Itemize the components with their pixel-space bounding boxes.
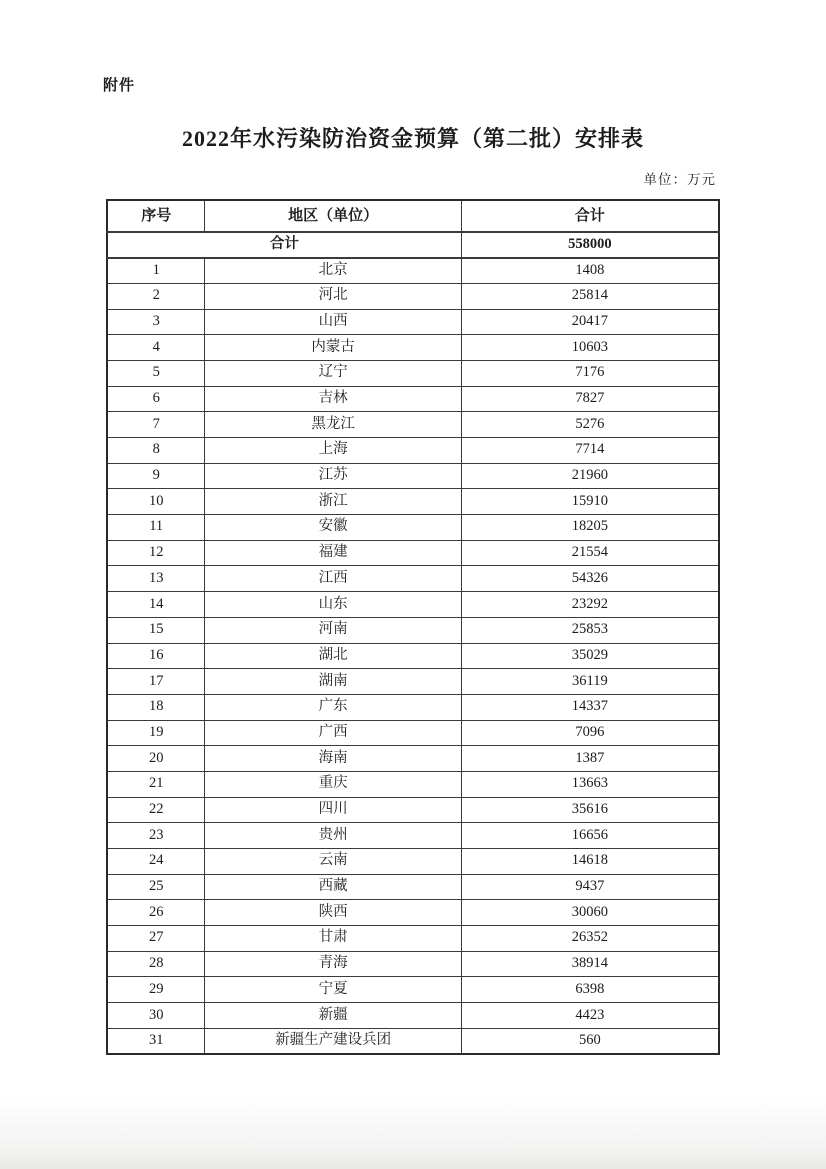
row-index-cell: 7	[107, 412, 205, 438]
table-row	[107, 797, 719, 823]
table-row	[107, 617, 719, 643]
region-cell: 安徽	[205, 515, 461, 541]
amount-cell: 7176	[461, 360, 719, 386]
region-cell: 河北	[205, 283, 461, 309]
row-index-cell: 6	[107, 386, 205, 412]
amount-cell: 30060	[461, 900, 719, 926]
table-row	[107, 1028, 719, 1054]
total-row-value: 558000	[461, 232, 719, 258]
row-index-cell: 31	[107, 1028, 205, 1054]
region-cell: 河南	[205, 617, 461, 643]
amount-cell: 18205	[461, 515, 719, 541]
row-index-cell: 4	[107, 335, 205, 361]
row-index-cell: 1	[107, 258, 205, 284]
table-body	[107, 232, 719, 1054]
row-index-cell: 20	[107, 746, 205, 772]
region-cell: 广东	[205, 694, 461, 720]
budget-table	[106, 199, 720, 1055]
amount-cell: 7096	[461, 720, 719, 746]
table-row	[107, 309, 719, 335]
unit-note: 单位：万元	[643, 172, 716, 187]
region-cell: 贵州	[205, 823, 461, 849]
column-header-region: 地区（单位）	[205, 200, 461, 232]
row-index-cell: 16	[107, 643, 205, 669]
table-row	[107, 566, 719, 592]
table-row	[107, 515, 719, 541]
region-cell: 辽宁	[205, 360, 461, 386]
table-row	[107, 694, 719, 720]
region-cell: 青海	[205, 951, 461, 977]
region-cell: 江西	[205, 566, 461, 592]
table-row	[107, 874, 719, 900]
region-cell: 上海	[205, 438, 461, 464]
amount-cell: 7714	[461, 438, 719, 464]
row-index-cell: 9	[107, 463, 205, 489]
amount-cell: 6398	[461, 977, 719, 1003]
region-cell: 陕西	[205, 900, 461, 926]
row-index-cell: 11	[107, 515, 205, 541]
row-index-cell: 27	[107, 926, 205, 952]
table-row	[107, 463, 719, 489]
region-cell: 福建	[205, 540, 461, 566]
amount-cell: 21554	[461, 540, 719, 566]
row-index-cell: 29	[107, 977, 205, 1003]
row-index-cell: 21	[107, 771, 205, 797]
total-row-label: 合计	[107, 232, 461, 258]
amount-cell: 36119	[461, 669, 719, 695]
row-index-cell: 15	[107, 617, 205, 643]
row-index-cell: 18	[107, 694, 205, 720]
region-cell: 甘肃	[205, 926, 461, 952]
region-cell: 江苏	[205, 463, 461, 489]
table-row	[107, 438, 719, 464]
amount-cell: 1387	[461, 746, 719, 772]
region-cell: 重庆	[205, 771, 461, 797]
table-row	[107, 771, 719, 797]
table-row	[107, 1003, 719, 1029]
table-row	[107, 360, 719, 386]
amount-cell: 35029	[461, 643, 719, 669]
row-index-cell: 3	[107, 309, 205, 335]
region-cell: 山东	[205, 592, 461, 618]
budget-table-section	[106, 168, 720, 1055]
region-cell: 北京	[205, 258, 461, 284]
table-row	[107, 669, 719, 695]
table-row	[107, 540, 719, 566]
row-index-cell: 24	[107, 849, 205, 875]
region-cell: 广西	[205, 720, 461, 746]
amount-cell: 25853	[461, 617, 719, 643]
column-header-total: 合计	[461, 200, 719, 232]
table-row	[107, 386, 719, 412]
table-row	[107, 900, 719, 926]
amount-cell: 21960	[461, 463, 719, 489]
column-header-index: 序号	[107, 200, 205, 232]
region-cell: 浙江	[205, 489, 461, 515]
row-index-cell: 28	[107, 951, 205, 977]
table-row	[107, 720, 719, 746]
row-index-cell: 2	[107, 283, 205, 309]
row-index-cell: 22	[107, 797, 205, 823]
amount-cell: 10603	[461, 335, 719, 361]
table-row	[107, 746, 719, 772]
region-cell: 湖南	[205, 669, 461, 695]
amount-cell: 26352	[461, 926, 719, 952]
region-cell: 海南	[205, 746, 461, 772]
header-row	[107, 200, 719, 232]
row-index-cell: 26	[107, 900, 205, 926]
amount-cell: 13663	[461, 771, 719, 797]
amount-cell: 38914	[461, 951, 719, 977]
amount-cell: 15910	[461, 489, 719, 515]
amount-cell: 20417	[461, 309, 719, 335]
table-row	[107, 849, 719, 875]
table-row	[107, 412, 719, 438]
amount-cell: 23292	[461, 592, 719, 618]
total-row	[107, 232, 719, 258]
region-cell: 新疆生产建设兵团	[205, 1028, 461, 1054]
region-cell: 新疆	[205, 1003, 461, 1029]
row-index-cell: 10	[107, 489, 205, 515]
row-index-cell: 13	[107, 566, 205, 592]
region-cell: 黑龙江	[205, 412, 461, 438]
table-row	[107, 643, 719, 669]
region-cell: 湖北	[205, 643, 461, 669]
region-cell: 内蒙古	[205, 335, 461, 361]
table-row	[107, 335, 719, 361]
amount-cell: 14618	[461, 849, 719, 875]
amount-cell: 54326	[461, 566, 719, 592]
row-index-cell: 14	[107, 592, 205, 618]
region-cell: 云南	[205, 849, 461, 875]
row-index-cell: 30	[107, 1003, 205, 1029]
amount-cell: 16656	[461, 823, 719, 849]
table-row	[107, 951, 719, 977]
region-cell: 四川	[205, 797, 461, 823]
row-index-cell: 12	[107, 540, 205, 566]
amount-cell: 560	[461, 1028, 719, 1054]
table-row	[107, 258, 719, 284]
row-index-cell: 23	[107, 823, 205, 849]
amount-cell: 7827	[461, 386, 719, 412]
region-cell: 西藏	[205, 874, 461, 900]
amount-cell: 4423	[461, 1003, 719, 1029]
table-row	[107, 489, 719, 515]
row-index-cell: 8	[107, 438, 205, 464]
row-index-cell: 17	[107, 669, 205, 695]
amount-cell: 14337	[461, 694, 719, 720]
page-title: 2022年水污染防治资金预算（第二批）安排表	[181, 126, 644, 151]
amount-cell: 1408	[461, 258, 719, 284]
amount-cell: 25814	[461, 283, 719, 309]
amount-cell: 5276	[461, 412, 719, 438]
row-index-cell: 19	[107, 720, 205, 746]
region-cell: 吉林	[205, 386, 461, 412]
row-index-cell: 25	[107, 874, 205, 900]
region-cell: 山西	[205, 309, 461, 335]
region-cell: 宁夏	[205, 977, 461, 1003]
row-index-cell: 5	[107, 360, 205, 386]
table-row	[107, 592, 719, 618]
table-row	[107, 977, 719, 1003]
table-row	[107, 283, 719, 309]
amount-cell: 35616	[461, 797, 719, 823]
amount-cell: 9437	[461, 874, 719, 900]
table-row	[107, 823, 719, 849]
attachment-label: 附件	[103, 78, 136, 94]
table-row	[107, 926, 719, 952]
